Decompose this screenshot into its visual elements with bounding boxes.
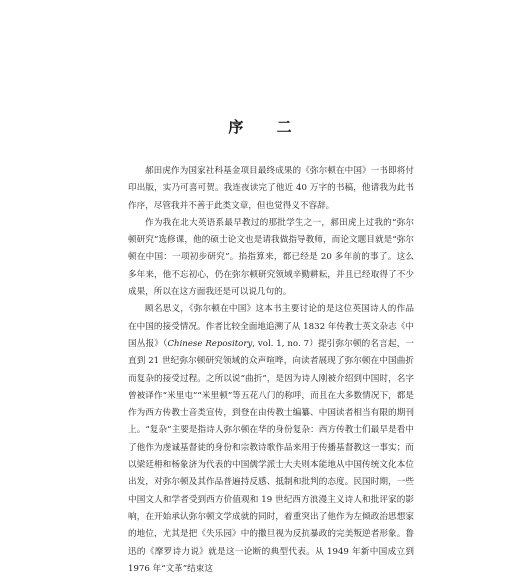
body-text [128, 163, 415, 574]
paragraph-text: 郝田虎作为国家社科基金项目最终成果的《弥尔顿在中国》一书即将付印出版，实乃可喜可贺。我连夜读完了他近 40 万字的书稿，他请我为此书作序，尽管我并不善于此类文章，但也觉得义不容辞。 [128, 166, 414, 211]
journal-title-italic: Chinese Repository [167, 338, 253, 349]
paragraph-text: 作为我在北大英语系最早教过的那批学生之一，郝田虎上过我的“弥尔顿研究”选修课，他的硕士论文也是请我做指导教师，而论文题目就是“弥尔顿在中国：一项初步研究”。掐指算来，都已经是 20 多年前的事了。这么多年来，他不忘初心，仍在弥尔顿研究领域辛勤耕耘，并且已经取得了不少成果，所以在这方面我还是可以说几句的。 [128, 217, 414, 298]
paragraph [128, 215, 414, 301]
paragraph [128, 301, 414, 578]
paragraph-text: 顾名思义，《弥尔顿在中国》这本书主要讨论的是这位英国诗人的作品在中国的接受情况。作者比较全面地追溯了从 1832 年传教士英文杂志《中国丛报》（ [128, 304, 414, 349]
page-title: 序 二 [228, 118, 306, 136]
paragraph-text-continued: , vol. 1, no. 7）提引弥尔顿的名言起，一直到 21 世纪弥尔顿研究领域的众声喧哗，向读者展现了弥尔顿在中国曲折而复杂的接受过程。之所以说“曲折”，是因为诗人刚被介绍到中国时，名字曾被译作“米里屯”“米里顿”等五花八门的称呼，而且在大多数情况下，都是作为西方传教士音类宣传，到登在由传教士编纂、中国读者相当有限的期刊上。“复杂”主要是指诗人弥尔顿在华的身份复杂：西方传教士们最早是看中了他作为虔诚基督徒的身份和宗教诗歌作品来用于传播基督教这一事实；而以梁廷枏和杨象济为代表的中国儒学派士大夫则本能地从中国传统文化本位出发，对弥尔顿及其作品普遍持反感、抵制和批判的态度。民国时期，一些中国文人和学者受到西方价值观和 19 世纪西方浪漫主义诗人和批评家的影响，在开始承认弥尔顿文学成就的同时，着重突出了他作为左倾政治思想家的地位，尤其是把《失乐园》中的撒旦视为反抗暴政的完美叛逆者形象。鲁迅的《摩罗诗力说》就是这一论断的典型代表。从 1949 年新中国成立到 1976 年“文革”结束这 [128, 338, 415, 574]
paragraph [128, 163, 414, 215]
